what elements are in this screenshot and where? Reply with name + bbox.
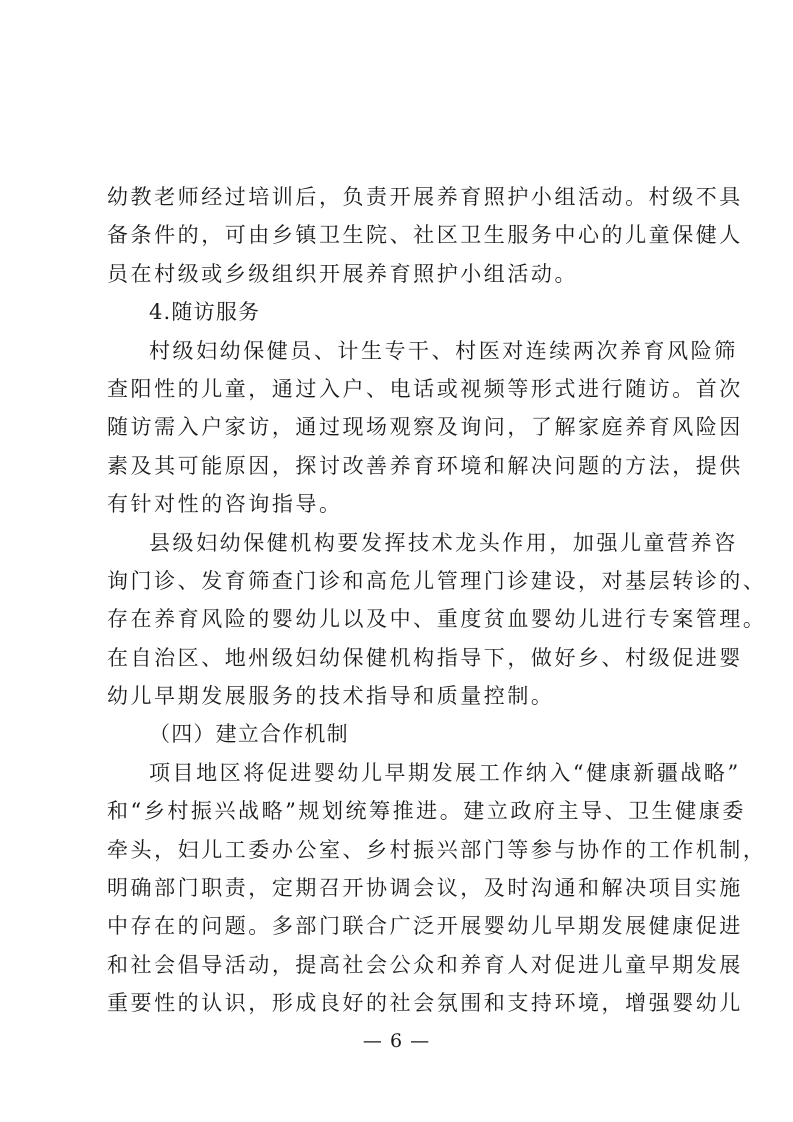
text-line: 查阳性的儿童，通过入户、电话或视频等形式进行随访。首次 — [107, 376, 743, 401]
text-line: 和社会倡导活动，提高社会公众和养育人对促进儿童早期发展 — [107, 952, 743, 977]
text-line: 重要性的认识，形成良好的社会氛围和支持环境，增强婴幼儿 — [107, 991, 743, 1016]
text-line: 随访需入户家访，通过现场观察及询问，了解家庭养育风险因 — [107, 415, 743, 440]
text-line: 和“乡村振兴战略”规划统筹推进。建立政府主导、卫生健康委 — [107, 799, 746, 824]
text-line: 幼教老师经过培训后，负责开展养育照护小组活动。村级不具 — [107, 185, 743, 209]
page-number: — 6 — — [362, 1030, 431, 1052]
text-line: 素及其可能原因，探讨改善养育环境和解决问题的方法，提供 — [107, 453, 743, 478]
text-line: 项目地区将促进婴幼儿早期发展工作纳入“健康新疆战略” — [149, 760, 741, 785]
text-line: 明确部门职责，定期召开协调会议，及时沟通和解决项目实施 — [107, 876, 743, 901]
section-heading: （四）建立合作机制 — [149, 722, 349, 747]
text-line: 在自治区、地州级妇幼保健机构指导下，做好乡、村级促进婴 — [107, 645, 743, 670]
text-line: 县级妇幼保健机构要发挥技术龙头作用，加强儿童营养咨 — [149, 530, 738, 555]
body-text — [107, 178, 767, 1023]
subsection-heading: 4.随访服务 — [149, 300, 261, 325]
text-line: 备条件的，可由乡镇卫生院、社区卫生服务中心的儿童保健人 — [107, 223, 743, 248]
text-line: 有针对性的咨询指导。 — [107, 492, 343, 517]
text-line: 员在村级或乡级组织开展养育照护小组活动。 — [107, 261, 578, 286]
text-line: 牵头，妇儿工委办公室、乡村振兴部门等参与协作的工作机制， — [107, 837, 767, 862]
text-line: 幼儿早期发展服务的技术指导和质量控制。 — [107, 684, 555, 709]
text-line: 村级妇幼保健员、计生专干、村医对连续两次养育风险筛 — [149, 338, 738, 363]
text-line: 询门诊、发育筛查门诊和高危儿管理门诊建设，对基层转诊的、 — [107, 568, 767, 593]
text-line: 中存在的问题。多部门联合广泛开展婴幼儿早期发展健康促进 — [107, 914, 743, 939]
text-line: 存在养育风险的婴幼儿以及中、重度贫血婴幼儿进行专案管理。 — [107, 607, 767, 632]
